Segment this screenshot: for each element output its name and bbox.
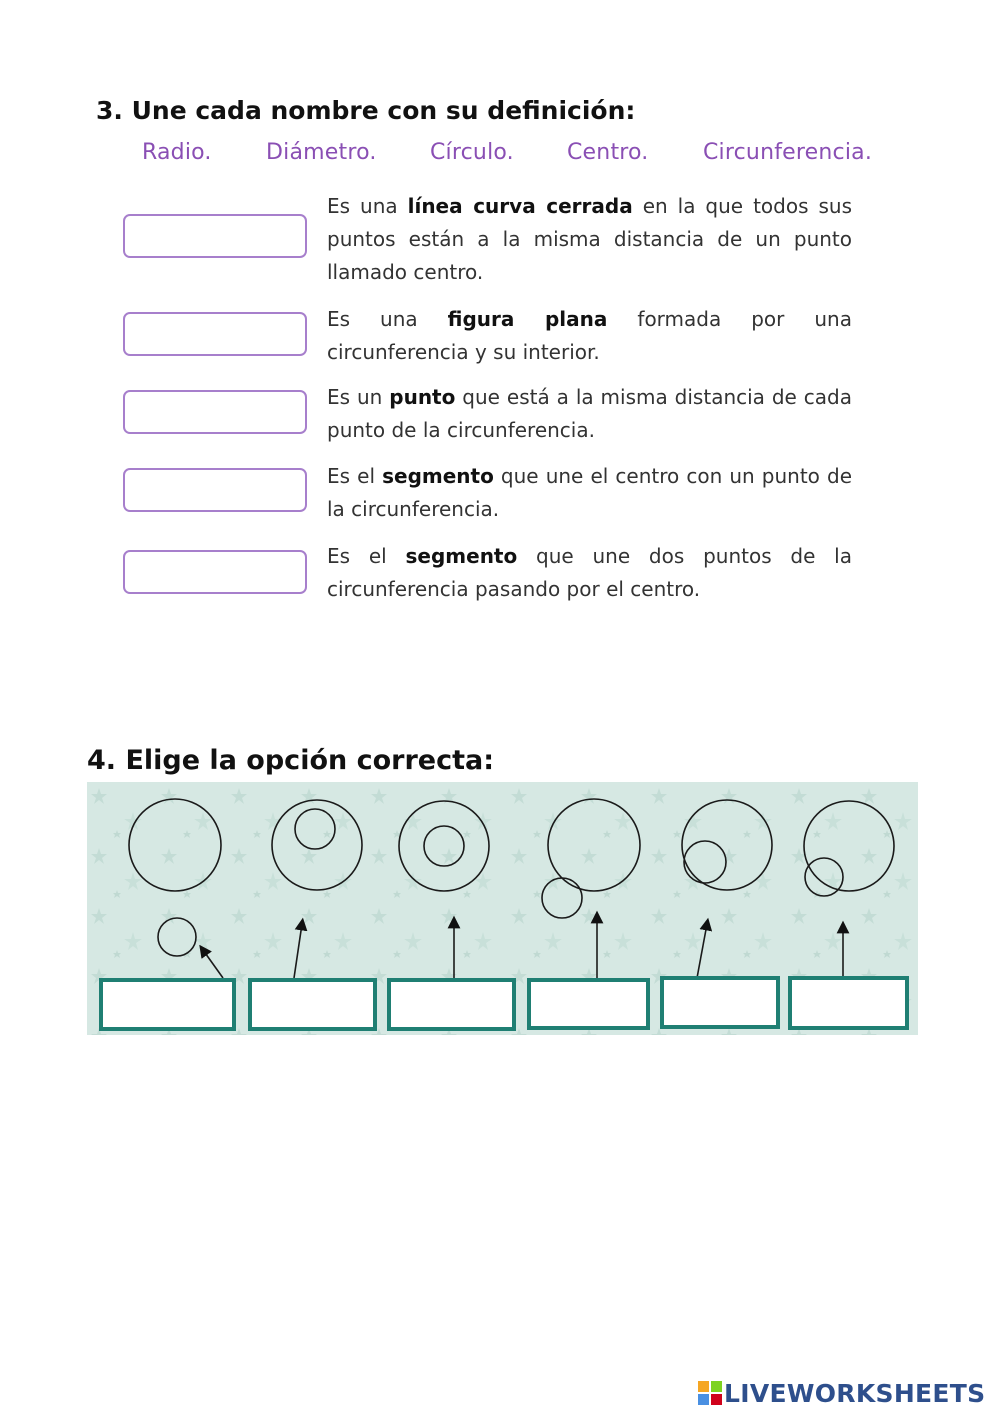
figure-2-answer-box[interactable] xyxy=(248,978,377,1031)
definition-text: en la que todos sus puntos están a la misma distancia de un punto llamado centro. xyxy=(327,194,852,284)
definition-text: Es el xyxy=(327,464,383,488)
definition-keyword: segmento xyxy=(382,464,494,488)
brand-name: LIVEWORKSHEETS xyxy=(724,1378,986,1408)
figure-1-small-circle xyxy=(158,918,196,956)
figure-6-answer-box[interactable] xyxy=(788,976,909,1030)
definition-text: Es una xyxy=(327,194,408,218)
figure-1-arrow xyxy=(203,950,223,978)
word-circulo: Círculo. xyxy=(430,140,514,165)
exercise-3-title: 3. Une cada nombre con su definición: xyxy=(96,96,636,125)
figure-5-answer-box[interactable] xyxy=(660,976,780,1029)
word-radio: Radio. xyxy=(142,140,212,165)
figure-3-circle xyxy=(399,801,489,891)
definition-text: que está a la misma distancia de cada punto de la circunferencia. xyxy=(327,385,852,442)
definition-keyword: segmento xyxy=(405,544,518,568)
figure-5-inner-circle xyxy=(684,841,726,883)
definition-text: formada por una circunferencia y su interior. xyxy=(327,307,852,364)
answer-box-5[interactable] xyxy=(123,550,307,594)
definition-3 xyxy=(327,381,852,447)
definition-4 xyxy=(327,460,852,526)
figure-1-answer-box[interactable] xyxy=(99,978,236,1031)
definition-text: Es una xyxy=(327,307,448,331)
answer-box-1[interactable] xyxy=(123,214,307,258)
figure-4-small-circle xyxy=(542,878,582,918)
figure-4-circle xyxy=(548,799,640,891)
figure-3-answer-box[interactable] xyxy=(387,978,516,1031)
figure-4-answer-box[interactable] xyxy=(527,978,650,1030)
word-bank xyxy=(0,140,1000,176)
figure-3-inner-circle xyxy=(424,826,464,866)
definition-text: que une el centro con un punto de la circunferencia. xyxy=(327,464,852,521)
definition-2 xyxy=(327,303,852,369)
definition-text: Es el xyxy=(327,544,406,568)
definition-text: que une dos puntos de la circunferencia pasando por el centro. xyxy=(327,544,852,601)
figure-5-arrow xyxy=(697,924,707,978)
answer-box-2[interactable] xyxy=(123,312,307,356)
definition-text: Es un xyxy=(327,385,390,409)
figure-1-circle xyxy=(129,799,221,891)
word-centro: Centro. xyxy=(567,140,649,165)
answer-box-4[interactable] xyxy=(123,468,307,512)
definition-keyword: punto xyxy=(389,385,456,409)
figure-2-arrow xyxy=(294,924,302,978)
word-circunferencia: Circunferencia. xyxy=(703,140,873,165)
figure-2-circle xyxy=(272,800,362,890)
circles-diagram-panel xyxy=(87,782,918,1035)
figure-6-small-circle xyxy=(805,858,843,896)
exercise-4-title: 4. Elige la opción correcta: xyxy=(87,745,495,776)
figure-5-circle xyxy=(682,800,772,890)
figure-2-inner-circle xyxy=(295,809,335,849)
definition-5 xyxy=(327,540,852,606)
definition-1 xyxy=(327,190,852,289)
definition-keyword: figura plana xyxy=(447,307,608,331)
liveworksheets-logo-icon xyxy=(698,1381,722,1405)
definition-keyword: línea curva cerrada xyxy=(407,194,633,218)
figure-6-circle xyxy=(804,801,894,891)
word-diametro: Diámetro. xyxy=(266,140,377,165)
answer-box-3[interactable] xyxy=(123,390,307,434)
liveworksheets-brand xyxy=(698,1378,985,1408)
